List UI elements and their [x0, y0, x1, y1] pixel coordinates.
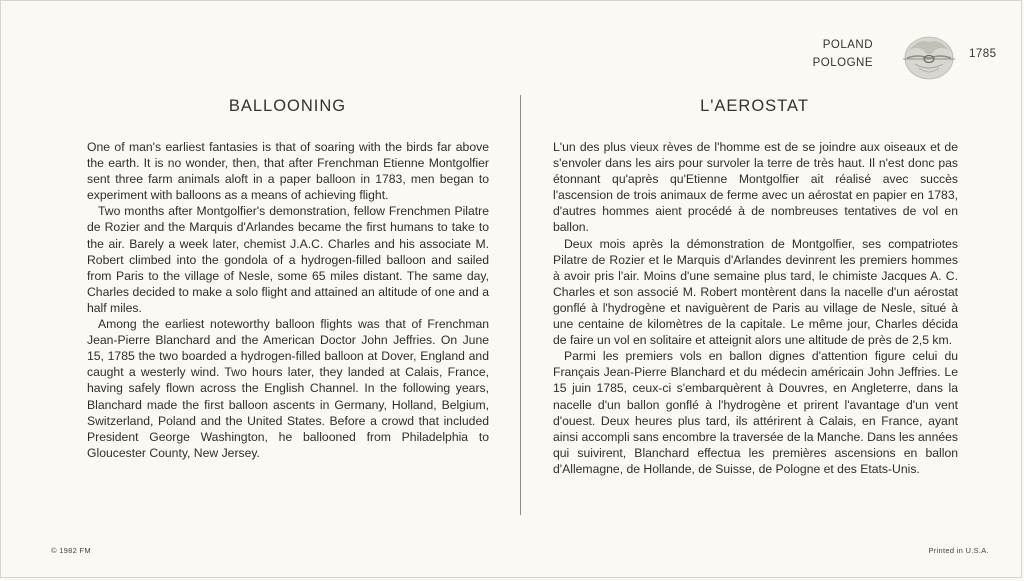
printed-in-label: Printed in U.S.A. — [928, 546, 989, 555]
french-title: L'AEROSTAT — [700, 97, 809, 115]
french-paragraph-3: Parmi les premiers vols en ballon dignes d'attention figure celui du Français Jean-Pierre Blanchard et du médecin américain John Jeffries. Le 15 juin 1785, ceux-ci s'embarquèrent à Douvres, en Angleterre, dans la nacelle d'un ballon gonflé à l'hydrogène et prirent l'avantage d'un vent d'ouest. Deux heures plus tard, ils attérirent à Calais, en France, ayant ainsi accompli sans encombre la traversée de la Manche. Dans les années qui suivirent, Blanchard effectua les premières ascensions en ballon d'Allemagne, de Hollande, de Suisse, de Pologne et des Etats-Unis. — [553, 349, 958, 476]
english-paragraph-2: Two months after Montgolfier's demonstration, fellow Frenchmen Pilatre de Rozier and the Marquis d'Arlandes became the first humans to take to the air. Barely a week later, chemist J.A.C. Charles and his associate M. Robert climbed into the gondola of a hydrogen-filled balloon and sailed from Paris to the village of Nesle, some 65 miles distant. The same day, Charles decided to make a solo flight and attained an altitude of one and a half miles. — [87, 204, 489, 315]
country-label-english: POLAND — [822, 39, 873, 51]
eagle-seal-icon — [901, 28, 957, 84]
country-label-french: POLOGNE — [812, 57, 873, 69]
french-paragraph-2: Deux mois après la démonstration de Montgolfier, ses compatriotes Pilatre de Rozier et le Marquis d'Arlandes devinrent les premiers hommes à avoir pris l'air. Moins d'une semaine plus tard, le chimiste Jacques A. C. Charles et son associé M. Robert montèrent dans la nacelle d'un aérostat gonflé à l'hydrogène et naviguèrent de Paris au village de Nesle, situé à une centaine de kilomètres de la capitale. Le même jour, Charles décida de faire un vol en solitaire et atteignit alors une altitude de près de 2,5 km. — [553, 236, 958, 348]
english-title: BALLOONING — [228, 97, 347, 115]
english-paragraph-3: Among the earliest noteworthy balloon flights was that of Frenchman Jean-Pierre Blanchard and the American Doctor John Jeffries. On June 15, 1785 the two boarded a hydrogen-filled balloon at Dover, England and caught a westerly wind. Two hours later, they landed at Calais, France, having safely flown across the English Channel. In the following years, Blanchard made the first balloon ascents in Germany, Holland, Belgium, Switzerland, Poland and the United States. Before a crowd that included President George Washington, he ballooned from Philadelphia to Gloucester County, New Jersey. — [87, 317, 489, 460]
column-divider — [520, 95, 521, 515]
french-paragraph-1: L'un des plus vieux rèves de l'homme est de se joindre aux oiseaux et de s'envoler dans les airs pour survoler la terre de très haut. Il n'est donc pas étonnant qu'après qu'Etienne Montgolfier ait réalisé avec succès l'ascension de trois animaux de ferme avec un aérostat en papier en 1783, d'autres hommes aient procédé à de nombreuses tentatives de vol en ballon. — [553, 140, 958, 235]
english-text-column — [87, 139, 489, 461]
english-paragraph-1: One of man's earliest fantasies is that of soaring with the birds far above the earth. It is no wonder, then, that after Frenchman Etienne Montgolfier sent three farm animals aloft in a paper balloon in 1783, men began to experiment with balloons as a means of achieving flight. — [87, 140, 489, 203]
copyright-notice: © 1982 FM — [51, 546, 91, 555]
year-label: 1785 — [969, 48, 997, 60]
french-text-column — [553, 139, 958, 477]
